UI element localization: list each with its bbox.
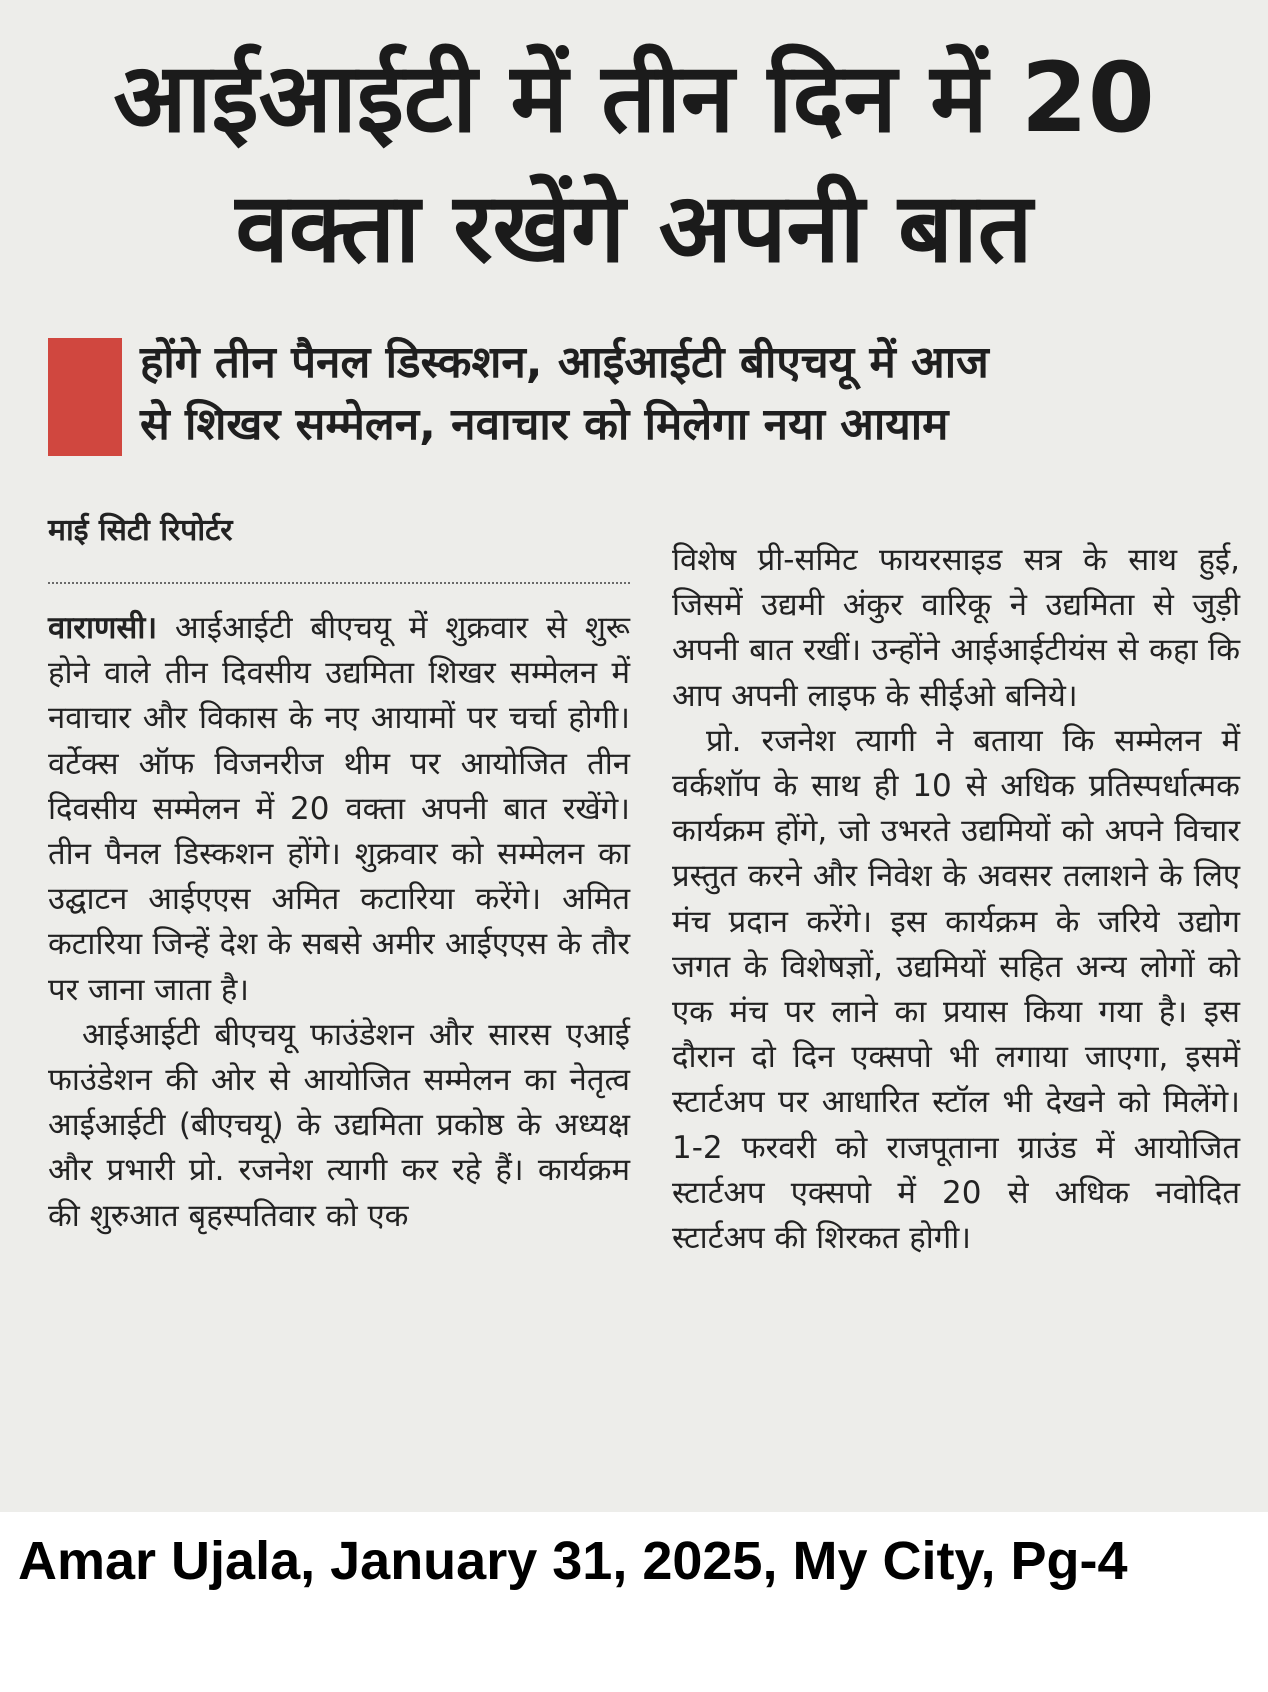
dateline: वाराणसी।: [48, 610, 158, 646]
article-paragraph: आईआईटी बीएचयू फाउंडेशन और सारस एआई फाउंडेशन की ओर से आयोजित सम्मेलन का नेतृत्व आईआईटी (बीएचयू) के उद्यमिता प्रकोष्ठ के अध्यक्ष और प्रभारी प्रो. रजनेश त्यागी कर रहे हैं। कार्यक्रम की शुरुआत बृहस्पतिवार को एक: [48, 1016, 630, 1234]
subheadline-line-2: से शिखर सम्मेलन, नवाचार को मिलेगा नया आयाम: [140, 399, 949, 450]
byline: माई सिटी रिपोर्टर: [48, 513, 233, 548]
article-paragraph: [48, 606, 630, 1013]
article-column-2: [672, 538, 1240, 1261]
article-column-1: [48, 606, 630, 1239]
source-caption: Amar Ujala, January 31, 2025, My City, Pg-4: [18, 1531, 1128, 1591]
subheadline: [140, 332, 1240, 456]
paragraph-text: आईआईटी बीएचयू में शुक्रवार से शुरू होने वाले तीन दिवसीय उद्यमिता शिखर सम्मेलन में नवाचार और विकास के नए आयामों पर चर्चा होगी। वर्टेक्स ऑफ विजनरीज थीम पर आयोजित तीन दिवसीय सम्मेलन में 20 वक्ता अपनी बात रखेंगे। तीन पैनल डिस्कशन होंगे। शुक्रवार को सम्मेलन का उद्घाटन आईएएस अमित कटारिया करेंगे। अमित कटारिया जिन्हें देश के सबसे अमीर आईएएस के तौर पर जाना जाता है।: [48, 610, 630, 1008]
subheadline-accent-box: [48, 338, 122, 456]
headline-line-2: वक्ता रखेंगे अपनी बात: [235, 172, 1033, 284]
subheadline-line-1: होंगे तीन पैनल डिस्कशन, आईआईटी बीएचयू में आज: [140, 337, 989, 388]
article-paragraph: प्रो. रजनेश त्यागी ने बताया कि सम्मेलन में वर्कशॉप के साथ ही 10 से अधिक प्रतिस्पर्धात्मक कार्यक्रम होंगे, जो उभरते उद्यमियों को अपने विचार प्रस्तुत करने और निवेश के अवसर तलाशने के लिए मंच प्रदान करेंगे। इस कार्यक्रम के जरिये उद्योग जगत के विशेषज्ञों, उद्यमियों सहित अन्य लोगों को एक मंच पर लाने का प्रयास किया गया है। इस दौरान दो दिन एक्सपो भी लगाया जाएगा, इसमें स्टार्टअप पर आधारित स्टॉल भी देखने को मिलेंगे। 1-2 फरवरी को राजपूताना ग्राउंड में आयोजित स्टार्टअप एक्सपो में 20 से अधिक नवोदित स्टार्टअप की शिरकत होगी।: [672, 722, 1240, 1257]
article-paragraph: विशेष प्री-समिट फायरसाइड सत्र के साथ हुई, जिसमें उद्यमी अंकुर वारिकू ने उद्यमिता से जुड़ी अपनी बात रखीं। उन्होंने आईआईटीयंस से कहा कि आप अपनी लाइफ के सीईओ बनिये।: [672, 542, 1240, 714]
headline-line-1: आईआईटी में तीन दिन में 20: [113, 42, 1155, 154]
byline-divider: [48, 582, 630, 584]
